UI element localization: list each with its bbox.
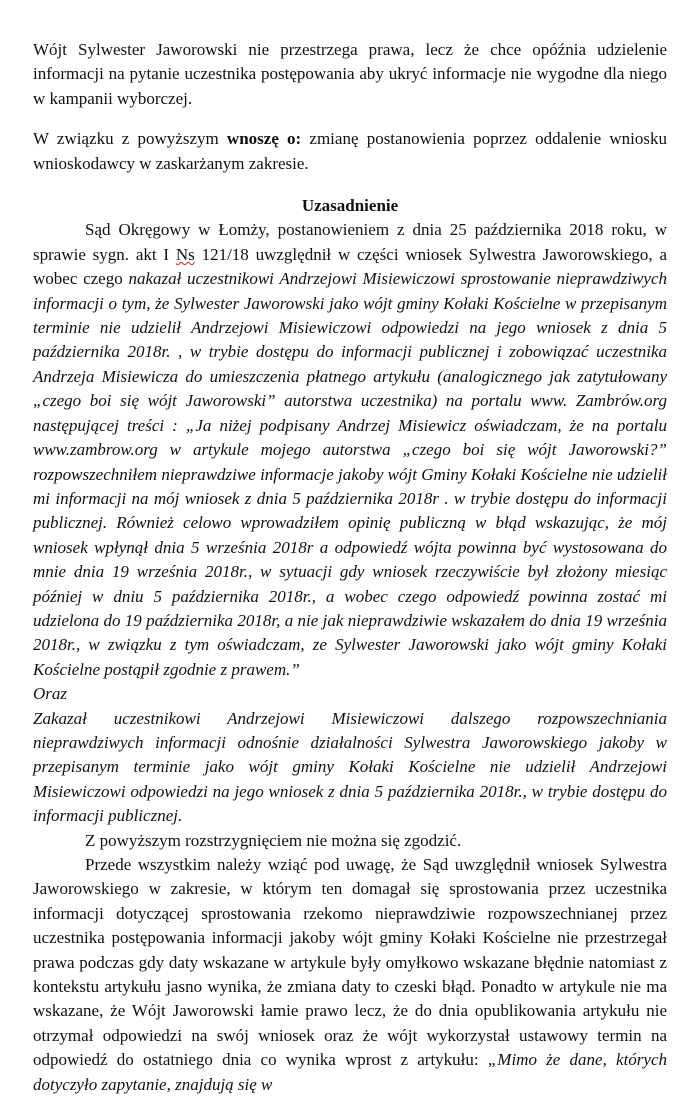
request-paragraph — [33, 127, 667, 176]
prohibition-quote: Zakazał uczestnikowi Andrzejowi Misiewiczowi dalszego rozpowszechniania nieprawdziwych informacji odnośnie działalności Sylwestra Jaworowskiego jakoby w przepisanym terminie jako wójt gminy Kołaki Kościelne nie udzielił Andrzejowi Misiewiczowi odpowiedzi na jego wniosek z dnia 5 października 2018r., w trybie dostępu do informacji publicznej. — [33, 708, 667, 826]
spellcheck-marked-word: Ns — [175, 244, 195, 264]
request-lead: W związku z powyższym — [33, 129, 227, 149]
oraz-line: Oraz — [33, 684, 68, 704]
intro-paragraph: Wójt Sylwester Jaworowski nie przestrzega prawa, lecz że chce opóźnia udzielenie informacji na pytanie uczestnika postępowania aby ukryć informacje nie wygodne dla niego w kampanii wyborczej. — [33, 40, 667, 108]
spacer — [33, 111, 667, 127]
article-quote: „Mimo że dane, których dotyczyło zapytanie, znajdują się w — [33, 1050, 667, 1094]
disagreement-line: Z powyższym rozstrzygnięciem nie można się zgodzić. — [85, 830, 462, 850]
justification-paragraph — [33, 218, 667, 682]
justification-text-2: 121/18 uwzględnił w części wniosek Sylwestra Jaworowskiego, a wobec czego — [33, 244, 667, 289]
justification-text: Sąd Okręgowy w Łomży, postanowieniem z dnia 25 października 2018 roku, w sprawie sygn. akt I — [33, 220, 667, 264]
request-keyword: wnoszę o: — [226, 129, 302, 149]
argument-text: Przede wszystkim należy wziąć pod uwagę, że Sąd uwzględnił wniosek Sylwestra Jaworowskiego w zakresie, w którym ten domagał się sprostowania przez uczestnika informacji dotyczącej sprostowania rzekomo nieprawdziwie rozpowszechnianej przez uczestnika postępowania informacji jakoby wójt gminy Kołaki Kościelne nie przestrzegał prawa podczas gdy daty wskazane w artykule były omyłkowo wskazane błędnie natomiast z kontekstu artykułu jasno wynika, że zmiana daty to czeski błąd. Ponadto w artykule nie ma wskazane, że Wójt Jaworowski łamie prawo lecz, że do dnia opublikowania artykułu nie otrzymał odpowiedzi na swój wniosek oraz że wójt wykorzystał ustawowy termin na odpowiedź do ostatniego dnia co wynika wprost z artykułu: — [33, 855, 667, 1070]
document-page — [33, 38, 667, 1097]
section-heading: Uzasadnienie — [301, 196, 399, 216]
argument-paragraph — [33, 853, 667, 1097]
court-order-quote: nakazał uczestnikowi Andrzejowi Misiewiczowi sprostowanie nieprawdziwych informacji o tym, że Sylwester Jaworowski jako wójt gminy Kołaki Kościelne w przepisanym terminie nie udzielił Andrzejowi Misiewiczowi odpowiedzi na jego wniosek z dnia 5 października 2018r. , w trybie dostępu do informacji publicznej i zobowiązać uczestnika Andrzeja Misiewicza do umieszczenia płatnego artykułu (analogicznego jak zatytułowany „czego boi się wójt Jaworowski” autorstwa uczestnika) na portalu www. Zambrów.org następującej treści : „Ja niżej podpisany Andrzej Misiewicz oświadczam, że na portalu www.zambrow.org w artykule mojego autorstwa „czego boi się wójt Jaworowski?” rozpowszechniłem nieprawdziwe informacje jakoby wójt Gminy Kołaki Kościelne nie udzielił mi informacji na mój wniosek z dnia 5 października 2018r . w trybie dostępu do informacji publicznej. Również celowo wprowadziłem opinię publiczną w błąd wskazując, że mój wniosek wpłynął dnia 5 września 2018r a odpowiedź wójta powinna być wystosowana do mnie dnia 19 września 2018r., w sytuacji gdy wniosek rzeczywiście był złożony miesiąc później w dniu 5 października 2018r., a wobec czego odpowiedź powinna zostać mi udzielona do 19 października 2018r, a nie jak nieprawdziwie wskazałem do dnia 19 września 2018r., w związku z tym oświadczam, ze Sylwester Jaworowski jako wójt gminy Kołaki Kościelne postąpił zgodnie z prawem.” — [33, 269, 667, 679]
request-body: zmianę postanowienia poprzez oddalenie wniosku wnioskodawcy w zaskarżanym zakresie. — [33, 129, 667, 173]
